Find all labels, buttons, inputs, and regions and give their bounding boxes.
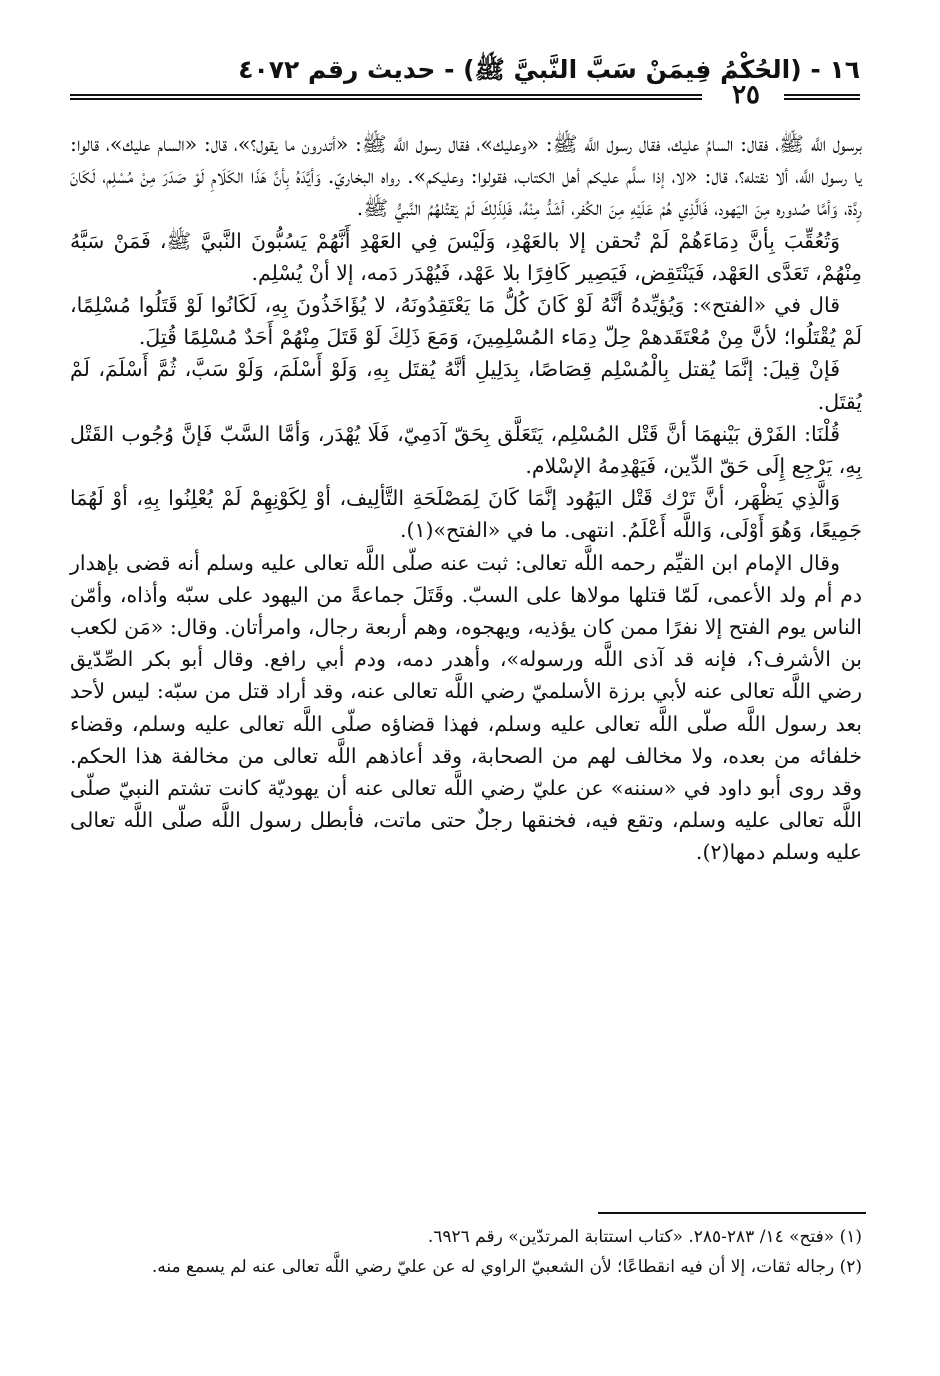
paragraph: قُلْنَا: الفَرْق بَيْنهمَا أنَّ قَتْل المُسْلِم، يَتَعَلَّق بِحَقّ آدَمِيّ، فَلَا يُهْدَر، وَأمَّا السَّبّ فَإنَّ وُجُوب القَتْل بِهِ، يَرْجِع إِلَى حَقّ الدِّين، فَيَهْدِمهُ الإسْلام. <box>70 421 862 479</box>
header-rule-left <box>70 94 702 100</box>
footnote: (١) «فتح» ١٤/ ٢٨٣-٢٨٥. «كتاب استتابة المرتدّين» رقم ٦٩٢٦. <box>427 1227 862 1247</box>
running-title: ١٦ - (الحُكْمُ فِيمَنْ سَبَّ النَّبيَّ ﷺ) - حديث رقم ٤٠٧٢ <box>238 55 860 84</box>
page-header <box>70 52 860 108</box>
footnote-separator <box>598 1212 866 1214</box>
footnotes <box>70 1222 862 1282</box>
footnote: (٢) رجاله ثقات، إلا أن فيه انقطاعًا؛ لأن الشعبيّ الراوي له عن عليّ رضي اللَّه تعالى عنه لم يسمع منه. <box>151 1257 862 1277</box>
paragraph: وَتُعُقِّبَ بِأنَّ دِمَاءَهُمْ لَمْ تُحقن إلا بالعَهْدِ، وَلَيْسَ فِي العَهْدِ أَنَّهُمْ يَسُبُّونَ النَّبيَّ ﷺ، فَمَنْ سَبَّهُ مِنْهُمْ، تَعَدَّى العَهْد، فَيَنْتَقِض، فَيَصِير كَافِرًا بلا عَهْد، فَيُهْدَر دَمه، إلا أنْ يُسْلِم. <box>70 228 862 285</box>
paragraph: فَإنْ قِيلَ: إنَّمَا يُقتل بِالْمُسْلِم قِصَاصًا، بِدَلِيلِ أنَّهُ يُقتَل بِهِ، وَلَوْ أَسْلَمَ، وَلَوْ سَبَّ، ثُمَّ أَسْلَمَ، لَمْ يُقتَل. <box>70 357 862 414</box>
paragraph: وَالَّذِي يَظْهَر، أنَّ تَرْك قَتْل اليَهُود إنَّمَا كَانَ لِمَصْلَحَةِ التَّألِيف، أوْ لِكَوْنِهِمْ لَمْ يُعْلِنُوا بِهِ، أوْ لَهُمَا جَمِيعًا، وَهُوَ أَوْلَى، وَاللَّه أَعْلَمُ. انتهى. ما في «الفتح»(١). <box>70 486 862 543</box>
header-rule-right <box>784 94 860 100</box>
paragraph: برسول اللَّه ﷺ، فقال: السامُ عليك، فقال رسول اللَّه ﷺ: «وعليك»، فقال رسول اللَّه ﷺ: «أتدرون ما يقول؟»، قال: «السام عليك»، قالوا: يا رسول اللَّه، ألا نقتله؟، قال: «لا، إذا سلَّم عليكم أهل الكتاب، فقولوا: وعليكم». رواه البخاريّ. وَأيَّدَهُ بِأنَّ هَذَا الكَلَامِ لَوْ صَدَرَ مِنْ مُسْلِم، لَكَانَ رِدَّة، وَأمَّا صُدوره مِنَ اليَهود، فَالَّذِي هُمْ عَلَيْهِ مِنَ الكُفر، أشَدُّ مِنْهُ، فَلِذَلِكَ لَمْ يَقتُلهُمُ النَّبيُّ ﷺ. <box>70 132 862 221</box>
page-number: ٢٥ <box>732 80 760 110</box>
paragraph: قال في «الفتح»: وَيُؤيِّدهُ أنَّهُ لَوْ كَانَ كُلُّ مَا يَعْتَقِدُونَهُ، لا يُؤَاخَذُونَ بِهِ، لَكَانُوا لَوْ قَتَلُوا مُسْلِمًا، لَمْ يُقْتَلُوا؛ لأنَّ مِنْ مُعْتَقَدهمْ حِلّ دِمَاء المُسْلِمِينَ، وَمَعَ ذَلِكَ لَوْ قَتَلَ مِنْهُمْ أَحَدٌ مُسْلِمًا قُتِلَ. <box>70 293 862 350</box>
main-text <box>70 128 862 869</box>
paragraph: وقال الإمام ابن القيِّم رحمه اللَّه تعالى: ثبت عنه صلّى اللَّه تعالى عليه وسلم أنه قضى بإهدار دم أم ولد الأعمى، لَمّا قتلها مولاها على السبّ. وقَتَلَ جماعةً من اليهود على سبّه وأذاه، وأمّن الناس يوم الفتح إلا نفرًا ممن كان يؤذيه، ويهجوه، وهم أربعة رجال، وامرأتان. وقال: «مَن لكعب بن الأشرف؟، فإنه قد آذى اللَّه ورسوله»، وأهدر دمه، ودم أبي رافع. وقال أبو بكر الصِّدّيق رضي اللَّه تعالى عنه لأبي برزة الأسلميّ رضي اللَّه تعالى عنه، وقد أراد قتل من سبّه: ليس لأحد بعد رسول اللَّه صلّى اللَّه تعالى عليه وسلم، فهذا قضاؤه صلّى اللَّه تعالى عليه وسلم، وقضاء خلفائه من بعده، ولا مخالف لهم من الصحابة، وقد أعاذهم اللَّه تعالى من مخالفة هذا الحكم. وقد روى أبو داود في «سننه» عن عليّ رضي اللَّه تعالى عنه أن يهوديّة كانت تشتم النبيّ صلّى اللَّه تعالى عليه وسلم، وتقع فيه، فخنقها رجلٌ حتى ماتت، فأبطل رسول اللَّه صلّى اللَّه تعالى عليه وسلم دمها(٢). <box>70 550 862 865</box>
